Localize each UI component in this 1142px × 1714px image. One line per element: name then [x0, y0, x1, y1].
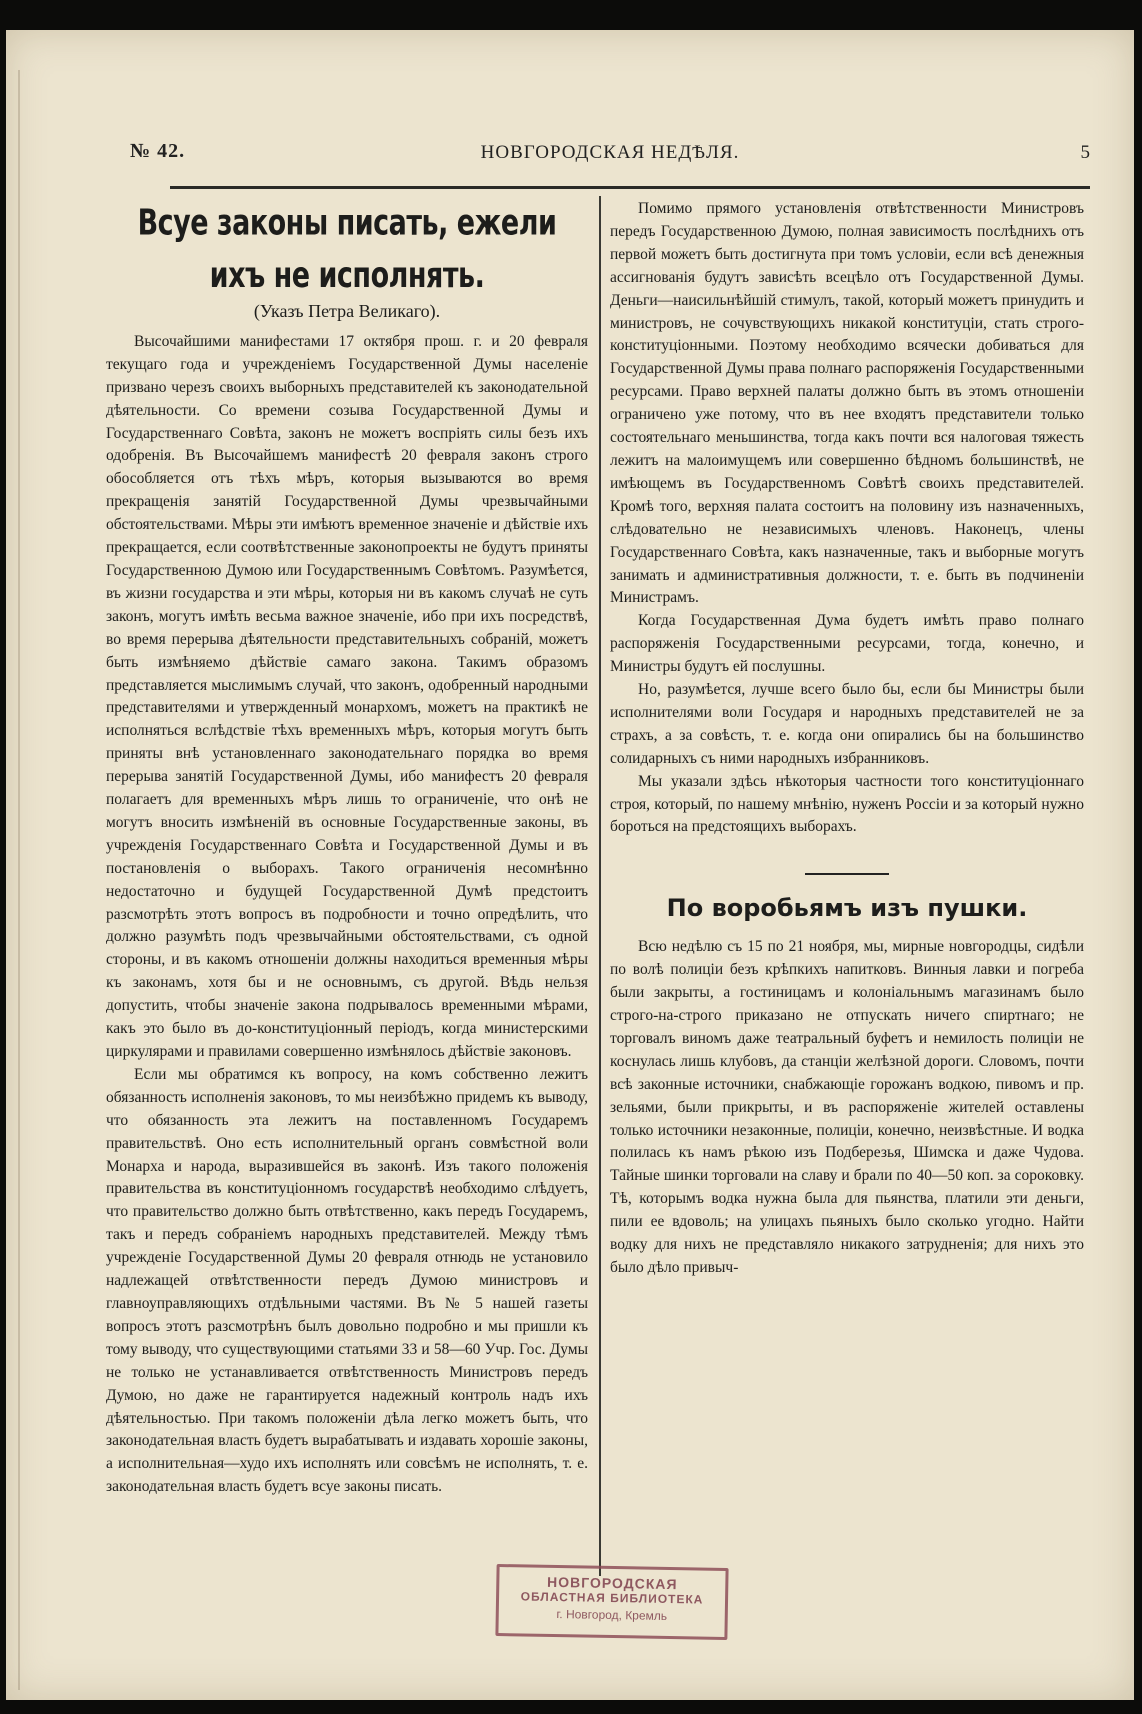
header-rule: [130, 186, 1090, 189]
stamp-line: НОВГОРОДСКАЯ: [546, 1573, 678, 1593]
stamp-line: ОБЛАСТНАЯ БИБЛИОТЕКА: [520, 1589, 704, 1607]
article1-subtitle: (Указъ Петра Великаго).: [253, 301, 441, 321]
article1-paragraph: Высочайшими манифестами 17 октября прош. г. и 20 февраля текущаго года и учрежденіемъ Государственной Думы населеніе призвано черезъ своихъ выборныхъ представителей къ законодательной дѣятельности. Со времени созыва Государственной Думы и Государственнаго Совѣта, законъ не можетъ воспріять силы безъ ихъ одобренія. Въ Высочайшемъ манифестѣ 20 февраля законъ строго обособляется отъ тѣхъ мѣръ, которыя вызываются во время прекращенія занятій Государственной Думы чрезвычайными обстоятельствами. Мѣры эти имѣютъ временное значеніе и дѣйствіе ихъ прекращается, если соотвѣтственные законопроекты не будутъ приняты Государственною Думою или Государственнымъ Совѣтомъ. Разумѣется, въ жизни государства и эти мѣры, которыя ни въ какомъ случаѣ не суть законъ, могутъ имѣть весьма важное значеніе, ибо при ихъ посредствѣ, во время перерыва дѣятельности представительныхъ собраній, можетъ быть измѣняемо дѣйствіе самаго закона. Такимъ образомъ представляется мыслимымъ случай, что законъ, одобренный народными представителями и утвержденный монархомъ, можетъ на практикѣ не исполняться вслѣдствіе тѣхъ временныхъ мѣръ, которыя могутъ быть приняты внѣ установленнаго законодательнаго порядка во время перерыва занятій Государственной Думы, ибо манифестъ 20 февраля полагаетъ для временныхъ мѣръ лишь то ограниченіе, что онѣ не могутъ вносить измѣненій въ основные Государственные законы, въ учрежденія Государственнаго Совѣта и Государственной Думы и въ постановленія о выборахъ. Такого ограниченія несомнѣнно недостаточно и будущей Государственной Думѣ предстоитъ разсмотрѣть этотъ вопросъ въ подробности и точно опредѣлить, что должно разумѣть подъ чрезвычайными обстоятельствами, съ одной стороны, и въ какомъ отношеніи должны находиться временныя мѣры къ законамъ, хотя бы и не основнымъ, съ другой. Вѣдь нельзя допустить, чтобы значеніе закона подрывалось временными мѣрами, какъ это было въ до-конституціонный періодъ, когда министерскими циркулярами и правилами совершенно измѣнялось дѣйствіе законовъ.: [106, 332, 588, 1060]
library-stamp: [495, 1564, 728, 1640]
page-number: 5: [1080, 142, 1090, 163]
article1-paragraph: Мы указали здѣсь нѣкоторыя частности того конституціоннаго строя, который, по нашему мнѣнію, нуженъ Россіи и за который нужно бороться на предстоящихъ выборахъ.: [610, 772, 1084, 836]
article1-paragraph: Помимо прямого установленія отвѣтственности Министровъ передъ Государственною Думою, полная зависимость послѣднихъ отъ первой можетъ быть достигнута при томъ условіи, если всѣ денежныя ассигнованія будутъ зависѣть всецѣло отъ Государственной Думы. Деньги—наисильнѣйшій стимулъ, такой, который можетъ принудить и министровъ, не сочувствующихъ никакой конституціи, стать строго-конституціонными. Поэтому необходимо всячески добиваться для Государственной Думы права полнаго распоряженія Государственными ресурсами. Право верхней палаты должно быть въ этомъ отношеніи ограничено уже потому, что въ нее входятъ представители только состоятельнаго меньшинства, тогда какъ почти вся налоговая тяжесть лежитъ на малоимущемъ или совершенно бѣдномъ большинствѣ, не имѣющемъ въ Государственномъ Совѣтѣ своихъ представителей. Кромѣ того, верхняя палата состоитъ на половину изъ назначенныхъ, слѣдовательно не независимыхъ членовъ. Наконецъ, члены Государственнаго Совѣта, какъ назначенные, такъ и выборные могутъ занимать и административныя должности, т. е. быть въ подчиненіи Министрамъ.: [610, 200, 1084, 607]
column-divider: [599, 196, 601, 1576]
article1-title: Всуе законы писать, ежели ихъ не исполнять.: [137, 202, 557, 297]
issue-number: № 42.: [130, 140, 186, 162]
page-header: [130, 140, 1090, 170]
right-column: [610, 198, 1084, 1280]
article1-paragraph-part: Если мы обратимся къ вопросу, на комъ собственно лежитъ обязанность исполненія законовъ, то мы неизбѣжно придемъ къ выводу, что обязанность эта лежитъ на поставленномъ Государемъ правительствѣ. Оно есть исполнительный органъ совмѣстной воли Монарха и народа, выразившейся въ законѣ. Изъ такого положенія правительства въ конституціонномъ государствѣ необходимо слѣдуетъ, что правительство должно быть отвѣтственно, какъ передъ Государемъ, такъ и передъ собраніемъ народныхъ представителей. Между тѣмъ учрежденіе Государственной Думы 20 февраля отнюдь не установило надлежащей отвѣтственности передъ Думою министровъ и главноуправляющихъ отдѣльными частями. Въ № 5 нашей газеты вопросъ этотъ разсмотрѣнъ былъ довольно подробно и мы пришли къ тому выводу, что существующими статьями 33 и 58—60 Учр. Гос. Думы не только не устанавливается отвѣтственность Министровъ передъ Думою, но даже не гарантируется надежный контроль надъ ихъ дѣятельностью. При такомъ положеніи дѣла легко можетъ быть, что законодательная власть будетъ вырабатывать и издавать хорошіе законы, а исполнительная—худо ихъ исполнять или совсѣмъ не исполнять, т. е. законодательная власть будетъ всуе законы писать.: [106, 1065, 588, 1496]
section-separator: [805, 873, 889, 875]
article1-paragraph: Но, разумѣется, лучше всего было бы, если бы Министры были исполнителями воли Государя и народныхъ представителей не за страхъ, а за совѣсть, т. е. когда они опирались бы на большинство солидарныхъ съ ними народныхъ избранниковъ.: [610, 681, 1084, 767]
article2-title: По воробьямъ изъ пушки.: [666, 894, 1028, 923]
newspaper-title: НОВГОРОДСКАЯ НЕДѢЛЯ.: [480, 142, 740, 163]
paper-fold: [18, 70, 20, 1690]
article1-paragraph: Когда Государственная Дума будетъ имѣть право полнаго распоряженія Государственными ресурсами, тогда, конечно, и Министры будутъ ей послушны.: [610, 612, 1084, 676]
header-rule-gap: [130, 186, 170, 189]
article1-paragraph: [106, 1064, 588, 1499]
left-column: [106, 198, 588, 1499]
stamp-line: г. Новгород, Кремль: [556, 1607, 668, 1623]
article2-paragraph: Всю недѣлю съ 15 по 21 ноября, мы, мирные новгородцы, сидѣли по волѣ полиціи безъ крѣпкихъ напитковъ. Винныя лавки и погреба были закрыты, а гостиницамъ и колоніальнымъ магазинамъ было строго-на-строго приказано не отпускать ничего спиртнаго; не торговалъ виномъ даже театральный буфетъ и немилость полиціи не коснулась лишь клубовъ, да станціи желѣзной дороги. Словомъ, почти всѣ законные источники, снабжающіе горожанъ водкою, пивомъ и пр. зельями, были прикрыты, и въ распоряженіе жителей оставлены только источники незаконные, полиціи, конечно, неизвѣстные. И водка полилась къ намъ рѣкою изъ Подберезья, Шимска и даже Чудова. Тайные шинки торговали на славу и брали по 40—50 коп. за сороковку. Тѣ, которымъ водка нужна была для пьянства, платили эти деньги, пили ее вдоволь; на улицахъ пьяныхъ было сколько угодно. Найти водку для нихъ не представляло никакого затрудненія; для нихъ это было дѣло привыч-: [610, 938, 1084, 1276]
